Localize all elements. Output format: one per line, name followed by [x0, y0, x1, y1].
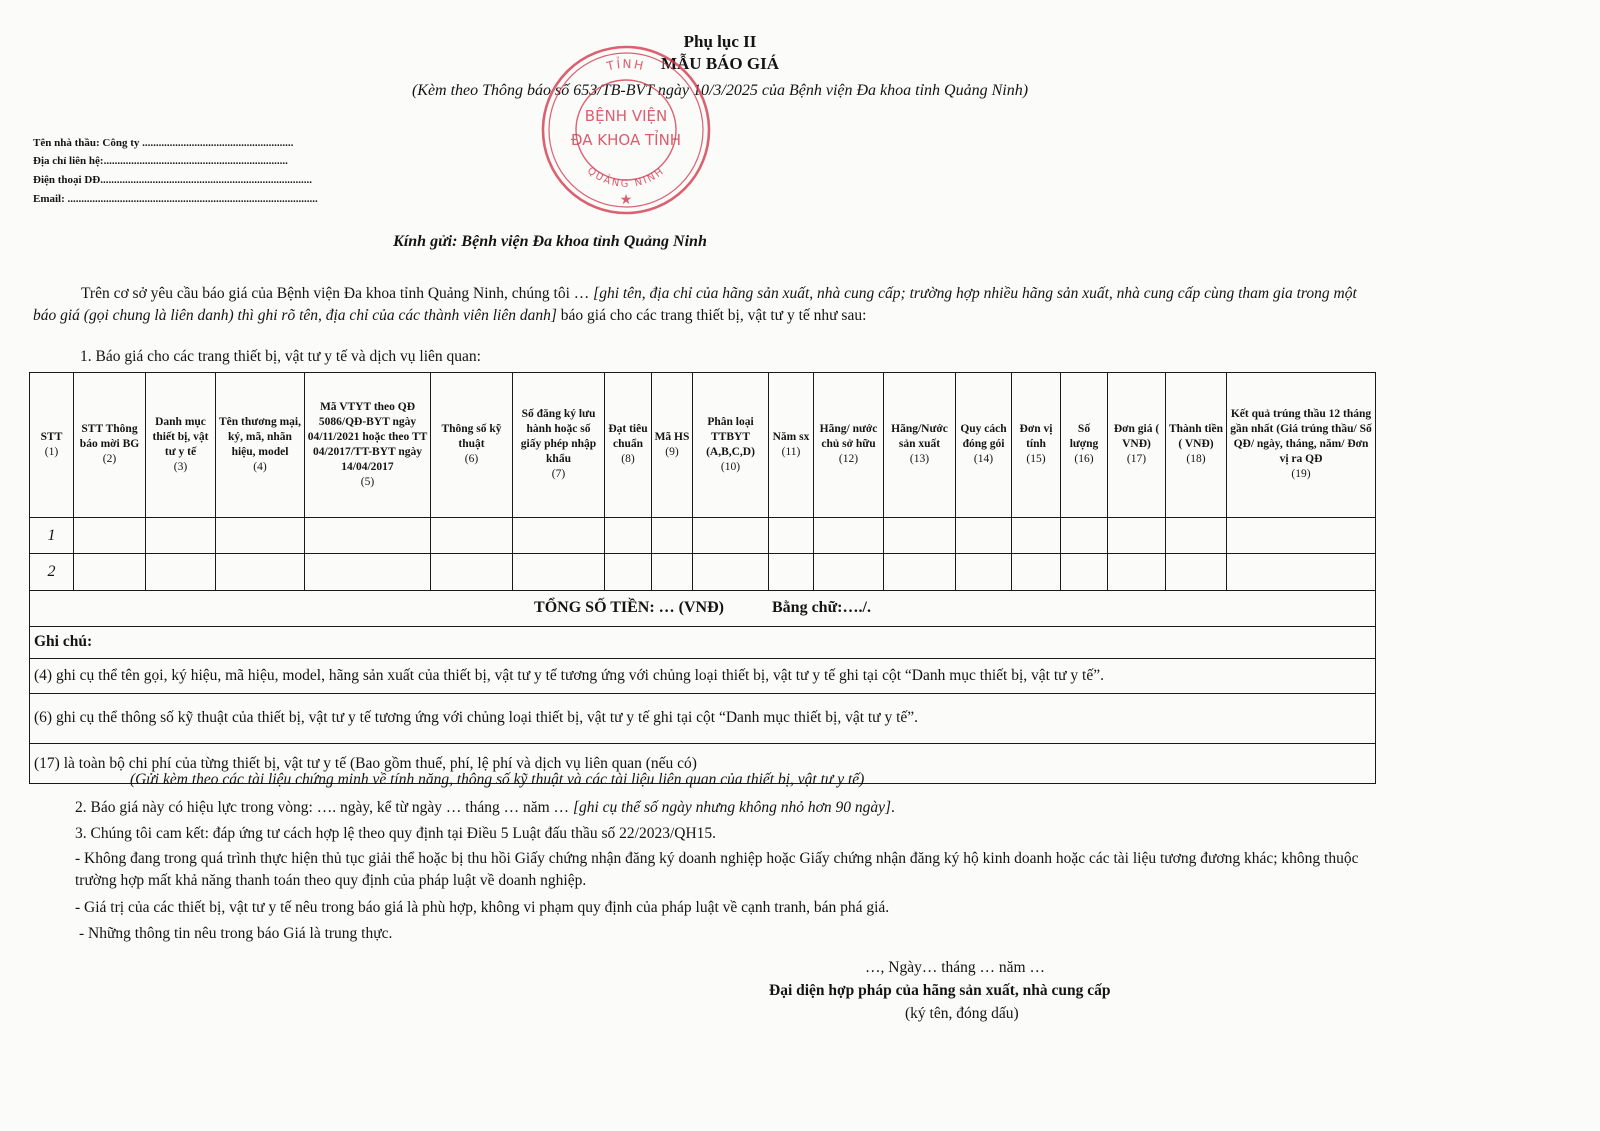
- column-header: STT Thông báo mời BG (2): [74, 373, 146, 518]
- stamp-line2: ĐA KHOA TỈNH: [570, 131, 682, 149]
- notes-title-row: [30, 626, 1376, 659]
- column-header: Tên thương mại, ký, mã, nhãn hiệu, model (4): [216, 373, 305, 518]
- svg-text:QUẢNG NINH: [585, 165, 667, 189]
- column-header: Thông số kỹ thuật (6): [431, 373, 513, 518]
- column-header: Đơn vị tính (15): [1012, 373, 1061, 518]
- quotation-table: [29, 372, 1376, 784]
- row-number: 1: [30, 517, 74, 554]
- column-header: Năm sx (11): [769, 373, 814, 518]
- column-header: Kết quả trúng thầu 12 tháng gần nhất (Giá trúng thầu/ Số QĐ/ ngày, tháng, năm/ Đơn vị ra QĐ (19): [1227, 373, 1376, 518]
- contractor-phone-field: Điện thoại DĐ.............................................................................: [33, 174, 312, 186]
- row-number: 2: [30, 554, 74, 591]
- contractor-name-field: Tên nhà thầu: Công ty .......................................................: [33, 137, 294, 149]
- signature-note: (ký tên, đóng dấu): [905, 1005, 1019, 1022]
- stamp-line1: BỆNH VIỆN: [584, 107, 668, 125]
- commitment-item: - Giá trị của các thiết bị, vật tư y tế nêu trong báo giá là phù hợp, không vi phạm quy định của pháp luật về cạnh tranh, bán phá giá.: [75, 899, 890, 916]
- stamp-star-icon: ★: [619, 192, 633, 208]
- intro-text: Trên cơ sở yêu cầu báo giá của Bệnh viện Đa khoa tỉnh Quảng Ninh, chúng tôi …: [81, 285, 594, 302]
- column-header: Phân loại TTBYT (A,B,C,D) (10): [693, 373, 769, 518]
- hospital-seal-stamp: [536, 38, 716, 218]
- svg-text:TỈNH: [604, 55, 646, 74]
- table-row: [30, 517, 1376, 554]
- table-header-row: [30, 373, 1376, 518]
- note-row: [30, 659, 1376, 694]
- section-3-commitment: 3. Chúng tôi cam kết: đáp ứng tư cách hợp lệ theo quy định tại Điều 5 Luật đấu thầu số 22/2023/QH15.: [75, 825, 717, 842]
- column-header: Số đăng ký lưu hành hoặc số giấy phép nhập khẩu (7): [513, 373, 605, 518]
- column-header: Danh mục thiết bị, vật tư y tế (3): [146, 373, 216, 518]
- stamp-ring-top-text: TỈNH: [605, 56, 647, 74]
- form-title: MẪU BÁO GIÁ: [660, 54, 780, 73]
- column-header: Hãng/ nước chủ sở hữu (12): [814, 373, 884, 518]
- note-item: (6) ghi cụ thể thông số kỹ thuật của thiết bị, vật tư y tế tương ứng với chủng loại thiết bị, vật tư y tế ghi tại cột “Danh mục thiết bị, vật tư y tế”.: [30, 693, 1376, 743]
- signature-date: …, Ngày… tháng … năm …: [865, 959, 1045, 976]
- total-in-words: Bằng chữ:…./.: [772, 599, 871, 617]
- table-row: [30, 554, 1376, 591]
- stamp-ring-bottom-text: QUẢNG NINH: [584, 165, 668, 190]
- contractor-email-field: Email: ...........................................................................................: [33, 193, 318, 205]
- commitment-item: - Không đang trong quá trình thực hiện thủ tục giải thể hoặc bị thu hồi Giấy chứng nhận đăng ký doanh nghiệp hoặc Giấy chứng nhận đăng ký hộ kinh doanh hoặc các tài liệu tương đương khác; không thuộc trường hợp mất khả năng thanh toán theo quy định của pháp luật về doanh nghiệp.: [75, 850, 1359, 889]
- column-header: Mã HS (9): [652, 373, 693, 518]
- section-2-validity: 2. Báo giá này có hiệu lực trong vòng: …. ngày, kể từ ngày … tháng … năm … [ghi cụ thể số ngày nhưng không nhỏ hơn 90 ngày].: [75, 799, 895, 816]
- column-header: Đạt tiêu chuẩn (8): [605, 373, 652, 518]
- contractor-address-field: Địa chỉ liên hệ:...................................................................: [33, 155, 288, 167]
- commitment-item: - Những thông tin nêu trong báo Giá là trung thực.: [79, 925, 393, 942]
- salutation: Kính gửi: Bệnh viện Đa khoa tỉnh Quảng Ninh: [393, 233, 707, 250]
- intro-text-end: báo giá cho các trang thiết bị, vật tư y tế như sau:: [556, 307, 867, 324]
- signature-title: Đại diện hợp pháp của hãng sản xuất, nhà cung cấp: [769, 982, 1111, 999]
- intro-paragraph: [33, 283, 1378, 327]
- total-row: [30, 591, 1376, 627]
- total-amount-label: TỔNG SỐ TIỀN: … (VNĐ): [534, 599, 724, 617]
- column-header: Đơn giá ( VNĐ) (17): [1108, 373, 1166, 518]
- appendix-title: Phụ lục II: [683, 32, 757, 51]
- note-item: (17) là toàn bộ chi phí của từng thiết bị, vật tư y tế (Bao gồm thuế, phí, lệ phí và dịch vụ liên quan (nếu có): [30, 744, 1376, 784]
- notes-title: Ghi chú:: [30, 626, 1376, 659]
- column-header: Thành tiền ( VNĐ) (18): [1166, 373, 1227, 518]
- column-header: STT (1): [30, 373, 74, 518]
- section-1-heading: 1. Báo giá cho các trang thiết bị, vật tư y tế và dịch vụ liên quan:: [80, 348, 481, 365]
- attachment-note: (Gửi kèm theo các tài liệu chứng minh về tính năng, thông số kỹ thuật và các tài liệu liên quan của thiết bị, vật tư y tế): [130, 771, 865, 788]
- column-header: Số lượng (16): [1061, 373, 1108, 518]
- column-header: Quy cách đóng gói (14): [956, 373, 1012, 518]
- note-item: (4) ghi cụ thể tên gọi, ký hiệu, mã hiệu, model, hãng sản xuất của thiết bị, vật tư y tế tương ứng với chủng loại thiết bị, vật tư y tế ghi tại cột “Danh mục thiết bị, vật tư y tế”.: [30, 659, 1376, 694]
- note-row: [30, 693, 1376, 743]
- form-subtitle: (Kèm theo Thông báo số 653/TB-BVT ngày 10/3/2025 của Bệnh viện Đa khoa tỉnh Quảng Ninh): [411, 82, 1029, 99]
- column-header: Hãng/Nước sản xuất (13): [884, 373, 956, 518]
- intro-instruction: [ghi tên, địa chỉ của hãng sản xuất, nhà cung cấp; trường hợp nhiều hãng sản xuất, nhà cung cấp cùng tham gia trong một báo giá (gọi chung là liên danh) thì ghi rõ tên, địa chỉ của các thành viên liên danh]: [33, 285, 1357, 324]
- column-header: Mã VTYT theo QĐ 5086/QĐ-BYT ngày 04/11/2021 hoặc theo TT 04/2017/TT-BYT ngày 14/04/2017 (5): [305, 373, 431, 518]
